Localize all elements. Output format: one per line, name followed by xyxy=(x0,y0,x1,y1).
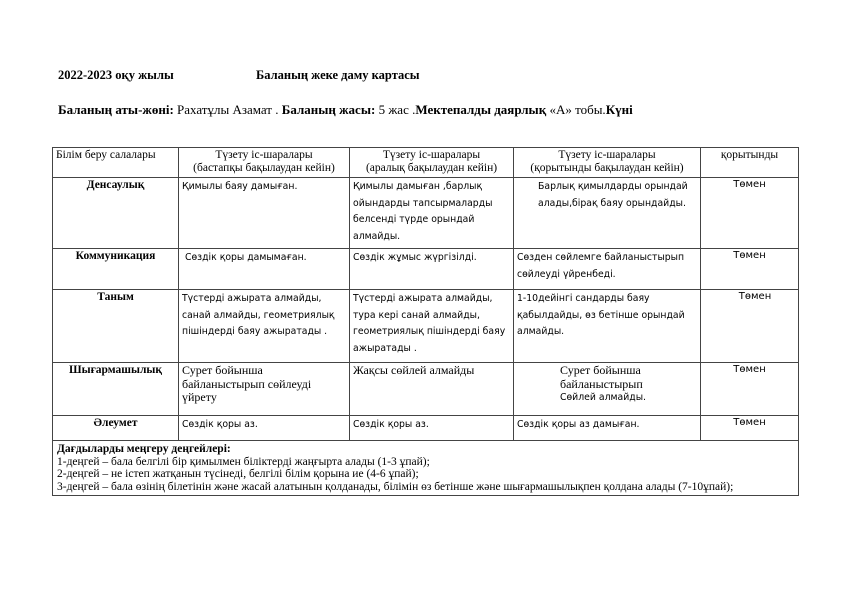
header-line xyxy=(58,68,420,83)
area-cell: Коммуникация xyxy=(53,249,179,290)
levels-cell xyxy=(53,441,799,496)
header-area: Білім беру салалары xyxy=(53,148,179,178)
interim-cell: Сөздік жұмыс жүргізілді. xyxy=(350,249,514,290)
initial-cell: Сурет бойынша байланыстырып сөйлеуді үйрету xyxy=(179,363,350,416)
final-text-a: Сурет бойынша байланыстырып xyxy=(560,363,643,391)
area-cell: Таным xyxy=(53,290,179,363)
child-info-line xyxy=(58,102,633,118)
table-row xyxy=(53,416,799,441)
initial-cell: Қимылы баяу дамыған. xyxy=(179,178,350,249)
levels-title: Дағдыларды меңгеру деңгейлері: xyxy=(57,443,231,455)
age-label: Баланың жасы: xyxy=(281,102,376,117)
area-cell: Денсаулық xyxy=(53,178,179,249)
result-cell: Төмен xyxy=(701,249,799,290)
result-cell: Төмен xyxy=(701,363,799,416)
interim-cell: Түстерді ажырата алмайды, тура кері санай алмайды, геометриялық пішіндерді баяу ажыратады . xyxy=(350,290,514,363)
interim-cell: Қимылы дамыған ,барлық ойындарды тапсырмаларды белсенді түрде орындай алмайды. xyxy=(350,178,514,249)
area-cell: Әлеумет xyxy=(53,416,179,441)
result-cell: Төмен xyxy=(701,416,799,441)
level-item: 1-деңгей – бала белгілі бір қимылмен біліктерді жаңғырта алады (1-3 ұпай); xyxy=(57,455,430,468)
age-value: 5 жас . xyxy=(375,102,416,117)
initial-cell: Сөздік қоры аз. xyxy=(179,416,350,441)
table-row xyxy=(53,290,799,363)
final-cell xyxy=(514,363,701,416)
levels-row xyxy=(53,441,799,496)
level-item: 3-деңгей – бала өзінің білетінін және жасай алатынын қолданады, білімін өз бетінше және шығармашылықпен қолдана алады (7-10ұпай); xyxy=(57,480,734,493)
level-item: 2-деңгей – не істеп жатқанын түсінеді, белгілі білім қорына ие (4-6 ұпай); xyxy=(57,468,419,480)
name-label: Баланың аты-жөні: xyxy=(58,102,174,117)
day-label: Күні xyxy=(605,102,633,117)
header-initial: Түзету іс-шаралары (бастапқы бақылаудан кейін) xyxy=(179,148,350,178)
group-value: «А» тобы. xyxy=(546,102,606,117)
header-interim: Түзету іс-шаралары (аралық бақылаудан кейін) xyxy=(350,148,514,178)
final-cell: 1-10дейінгі сандарды баяу қабылдайды, өз бетінше орындай алмайды. xyxy=(514,290,701,363)
initial-cell: Сөздік қоры дамымаған. xyxy=(179,249,350,290)
table-row xyxy=(53,249,799,290)
table-row xyxy=(53,363,799,416)
interim-cell: Жақсы сөйлей алмайды xyxy=(350,363,514,416)
final-cell: Барлық қимылдарды орындай алады,бірақ баяу орындайды. xyxy=(514,178,701,249)
result-cell: Төмен xyxy=(701,178,799,249)
table-header-row xyxy=(53,148,799,178)
header-result: қорытынды xyxy=(701,148,799,178)
document-title: Баланың жеке даму картасы xyxy=(256,68,420,82)
name-value: Рахатұлы Азамат . xyxy=(173,102,282,117)
header-final: Түзету іс-шаралары (қорытынды бақылаудан кейін) xyxy=(514,148,701,178)
group-label: Мектепалды даярлық xyxy=(415,102,547,117)
table-row xyxy=(53,178,799,249)
final-text-b: Сөйлей алмайды. xyxy=(560,392,646,403)
area-cell: Шығармашылық xyxy=(53,363,179,416)
final-cell: Сөзден сөйлемге байланыстырып сөйлеуді үйренбеді. xyxy=(514,249,701,290)
result-cell: Төмен xyxy=(701,290,799,363)
development-map-table xyxy=(52,147,799,496)
interim-cell: Сөздік қоры аз. xyxy=(350,416,514,441)
final-cell: Сөздік қоры аз дамыған. xyxy=(514,416,701,441)
academic-year: 2022-2023 оқу жылы xyxy=(58,68,174,82)
initial-cell: Түстерді ажырата алмайды, санай алмайды, геометриялық пішіндерді баяу ажыратады . xyxy=(179,290,350,363)
